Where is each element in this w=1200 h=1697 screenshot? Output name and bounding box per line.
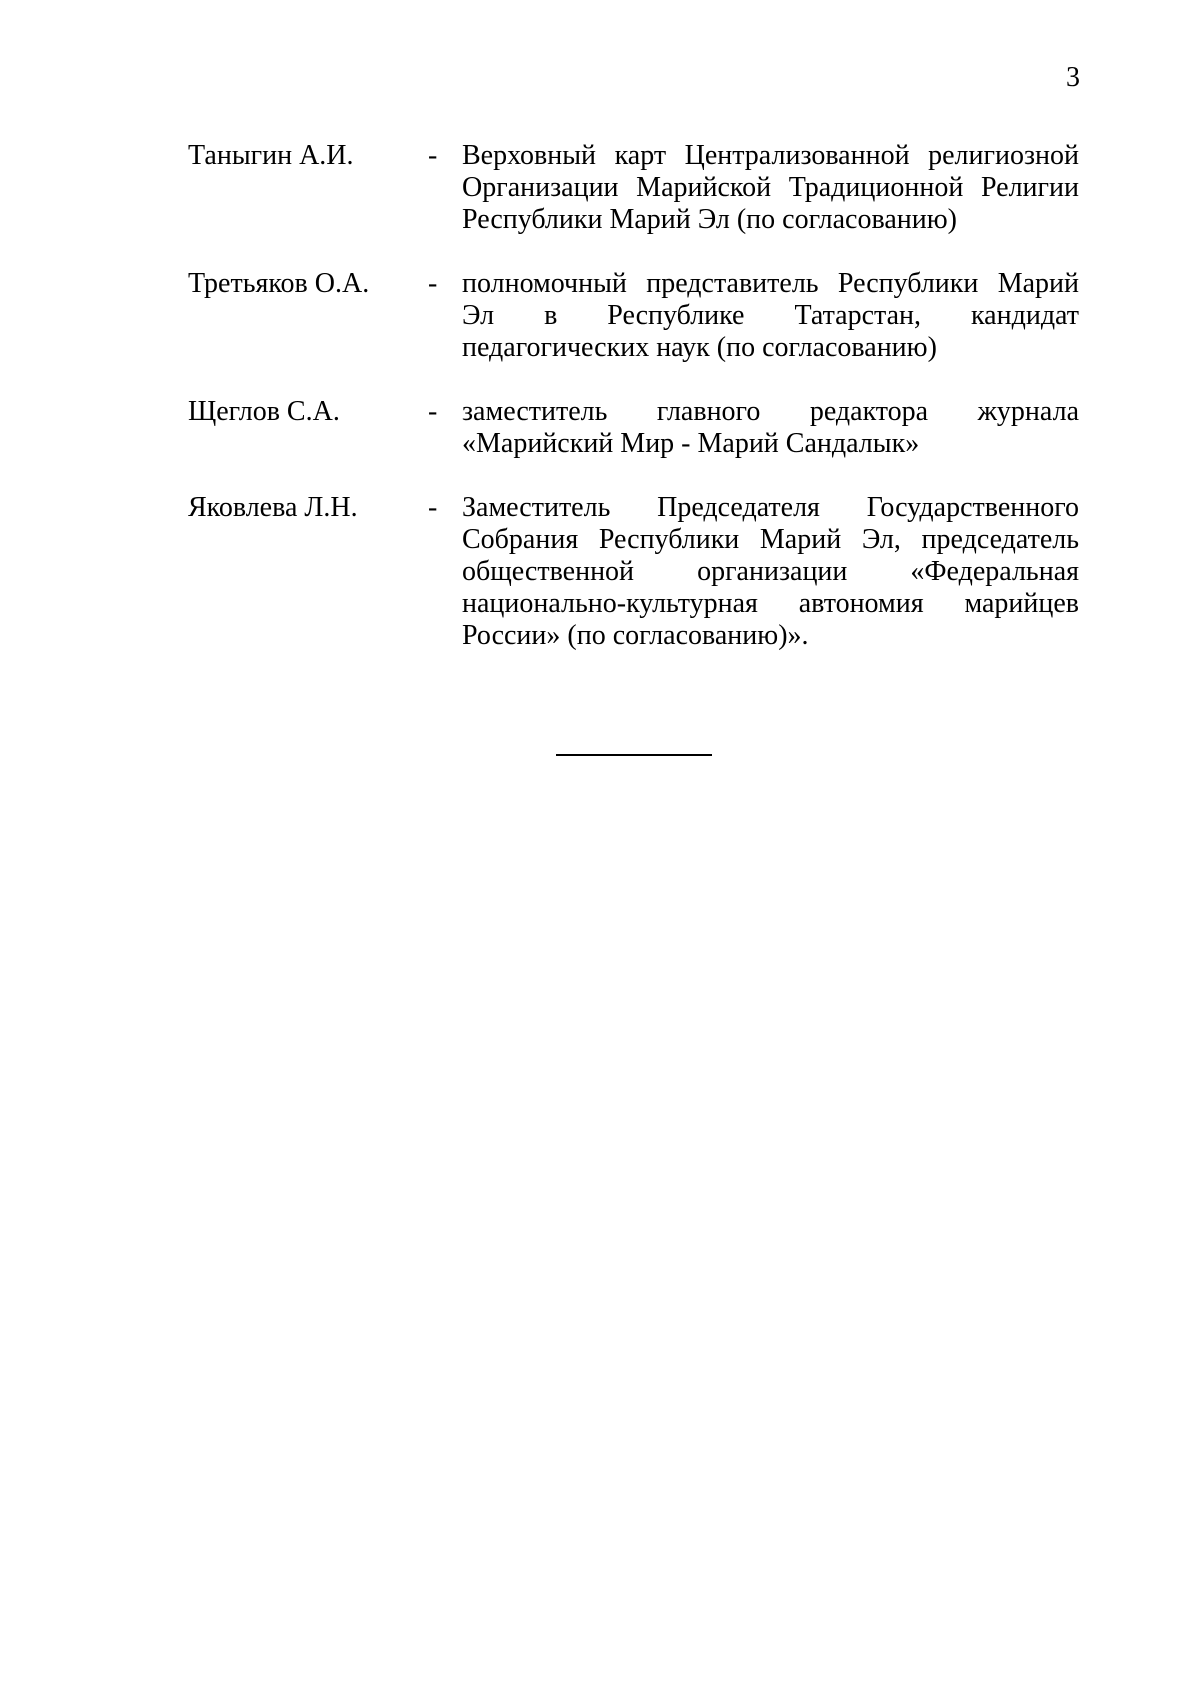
page-number: 3 (1066, 62, 1080, 93)
member-row (188, 140, 1082, 236)
member-dash: - (428, 396, 438, 427)
member-description: Верховный карт Централизованной религиозной Организации Марийской Традиционной Религии Республики Марий Эл (по согласованию) (462, 140, 1079, 235)
members-list (188, 140, 1082, 684)
member-description: полномочный представитель Республики Марий Эл в Республике Татарстан, кандидат педагогических наук (по согласованию) (462, 268, 1079, 363)
member-dash: - (428, 268, 438, 299)
member-description: Заместитель Председателя Государственного Собрания Республики Марий Эл, председатель общественной организации «Федеральная национально-культурная автономия марийцев России» (по согласованию)». (462, 492, 1079, 651)
member-name: Третьяков О.А. (188, 268, 370, 299)
member-row (188, 396, 1082, 460)
end-of-document-rule (556, 754, 712, 756)
member-row (188, 268, 1082, 364)
member-description: заместитель главного редактора журнала «Марийский Мир - Марий Сандалык» (462, 396, 1079, 459)
member-row (188, 492, 1082, 652)
member-name: Щеглов С.А. (188, 396, 340, 427)
member-dash: - (428, 492, 438, 523)
member-name: Яковлева Л.Н. (188, 492, 358, 523)
member-name: Таныгин А.И. (188, 140, 354, 171)
member-dash: - (428, 140, 438, 171)
